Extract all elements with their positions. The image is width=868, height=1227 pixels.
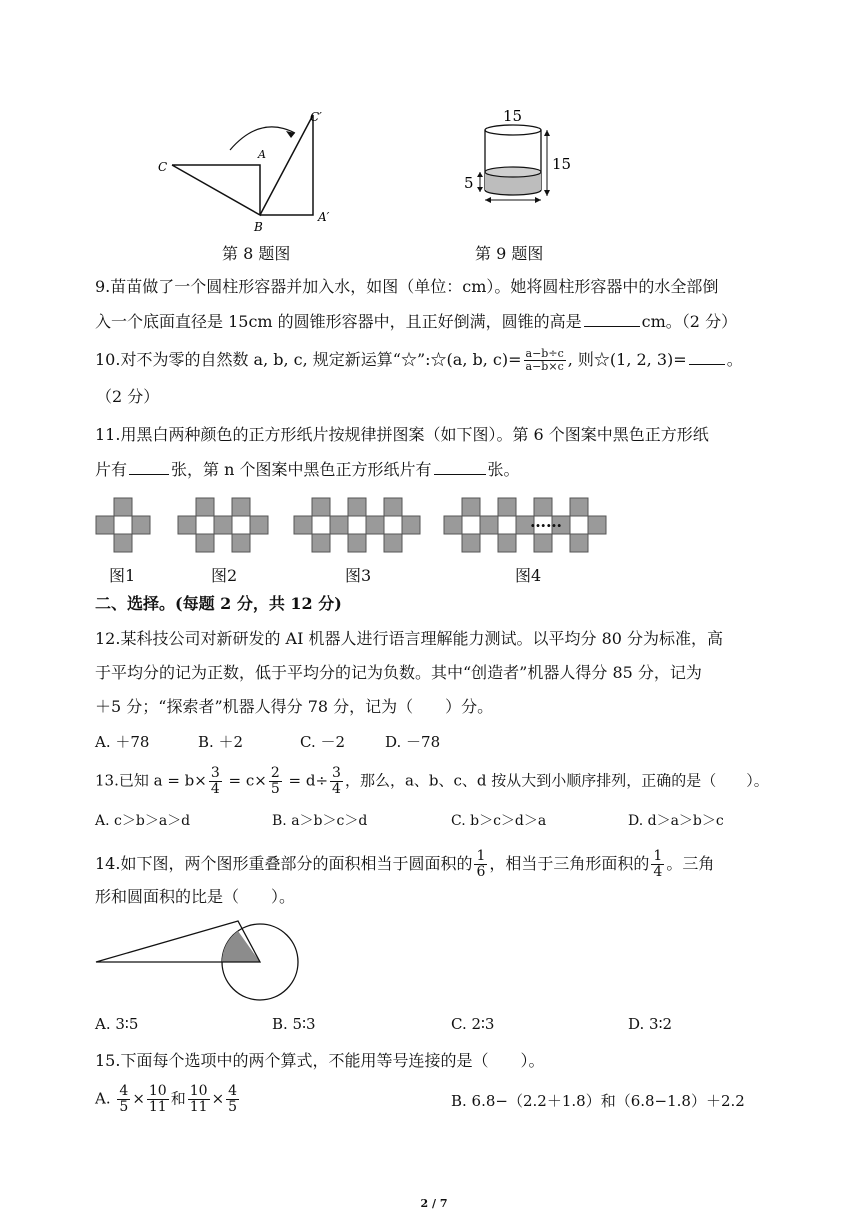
q11-fig-label-3: 图3 — [345, 566, 372, 585]
q14-text-a: 14.如下图，两个图形重叠部分的面积相当于圆面积的 — [95, 854, 473, 873]
q10-answer-blank[interactable] — [689, 348, 725, 365]
label-water-height: 5 — [464, 174, 474, 192]
q15-option-a[interactable]: A. $\frac{4}{5}$ × $\frac{10}{11}$ 和 $\frac{10}{11}$ × $\frac{4}{5}$ — [95, 1083, 238, 1115]
q15-a-frac-3: $\frac{10}{11}$ — [189, 1083, 208, 1115]
q14-text-c: 。三角 — [666, 854, 715, 873]
q13-frac-1: $\frac{3}{4}$ — [210, 765, 220, 797]
q15-line1: 15.下面每个选项中的两个算式，不能用等号连接的是（ ）。 — [95, 1051, 545, 1070]
q14-option-a[interactable]: A. 3∶5 — [95, 1015, 139, 1033]
q12-line3: ＋5 分；“探索者”机器人得分 78 分，记为（ ）分。 — [95, 697, 494, 716]
q11-fig-label-2: 图2 — [211, 566, 238, 585]
q14-text-b: ，相当于三角形面积的 — [489, 854, 650, 873]
q14-line1 — [95, 849, 714, 880]
q11-patterns — [90, 496, 660, 554]
q13-option-c[interactable]: C. b＞c＞d＞a — [451, 813, 547, 829]
q12-option-c[interactable]: C. －2 — [300, 733, 346, 751]
figure-9-caption: 第 9 题图 — [475, 244, 544, 263]
q9-tail: cm。（2 分） — [641, 312, 738, 331]
label-b: B — [254, 220, 263, 234]
q12-line1: 12.某科技公司对新研发的 AI 机器人进行语言理解能力测试。以平均分 80 分为标准，高 — [95, 629, 724, 648]
q13-text-d: ，那么，a、b、c、d 按从大到小顺序排列，正确的是（ ）。 — [344, 771, 769, 790]
label-a: A — [258, 148, 266, 161]
figure-9-cylinder — [460, 108, 590, 208]
q14-option-b[interactable]: B. 5∶3 — [272, 1015, 316, 1033]
q10-den: a−b×c — [525, 360, 564, 373]
q11-fig-label-1: 图1 — [109, 566, 136, 585]
q14-option-c[interactable]: C. 2∶3 — [451, 1015, 495, 1033]
q13-option-d[interactable]: D. d＞a＞b＞c — [628, 813, 724, 829]
q11-text-c: 张。 — [487, 460, 520, 479]
q15-a-frac-1: $\frac{4}{5}$ — [119, 1083, 129, 1115]
q14-line2: 形和圆面积的比是（ ）。 — [95, 887, 296, 906]
q11-blank-1[interactable] — [129, 458, 169, 475]
q10-tail: 。 — [726, 350, 743, 369]
q13-frac-2: $\frac{2}{5}$ — [270, 765, 280, 797]
q15-a-frac-4: $\frac{4}{5}$ — [228, 1083, 238, 1115]
q11-blank-2[interactable] — [434, 458, 486, 475]
q15-a-label: A. — [95, 1089, 111, 1108]
figure-8-caption: 第 8 题图 — [222, 244, 291, 263]
label-diameter: 15 — [503, 108, 523, 125]
section-2-heading: 二、选择。(每题 2 分，共 12 分) — [95, 594, 342, 613]
q13-option-b[interactable]: B. a＞b＞c＞d — [272, 813, 368, 829]
q10-line1 — [95, 348, 743, 373]
q12-option-d[interactable]: D. －78 — [385, 733, 441, 751]
q9-text: 入一个底面直径是 15cm 的圆锥形容器中，且正好倒满，圆锥的高是 — [95, 312, 582, 331]
figure-8-diagram — [150, 105, 350, 235]
q13-frac-3: $\frac{3}{4}$ — [332, 765, 341, 797]
q9-line2 — [95, 310, 737, 333]
rotation-arrow-icon — [230, 127, 295, 150]
q11-fig-label-4: 图4 — [515, 566, 542, 585]
page-number: 2 / 7 — [420, 1197, 448, 1210]
q15-option-b[interactable]: B. 6.8−（2.2＋1.8）和（6.8−1.8）＋2.2 — [451, 1092, 745, 1110]
q10-text: 10.对不为零的自然数 a, b, c, 规定新运算“☆”:☆(a, b, c)= — [95, 350, 522, 369]
q15-a-frac-2: $\frac{10}{11}$ — [148, 1083, 167, 1115]
q13-text-c: = d÷ — [283, 771, 329, 790]
q11-line1: 11.用黑白两种颜色的正方形纸片按规律拼图案（如下图）。第 6 个图案中黑色正方形纸 — [95, 425, 709, 444]
q13-text-a: 13.已知 a = b× — [95, 771, 207, 790]
q10-text2: , 则☆(1, 2, 3)= — [567, 350, 687, 369]
q13-line1 — [95, 766, 769, 797]
q13-option-a[interactable]: A. c＞b＞a＞d — [95, 813, 191, 829]
label-c: C — [158, 160, 168, 174]
q11-text-b: 张，第 n 个图案中黑色正方形纸片有 — [171, 460, 432, 479]
label-height: 15 — [552, 155, 572, 173]
label-a-prime: A′ — [318, 210, 330, 224]
q12-option-b[interactable]: B. ＋2 — [198, 733, 244, 751]
overlap-region — [222, 931, 260, 962]
label-c-prime: C′ — [310, 110, 322, 124]
q9-answer-blank[interactable] — [584, 310, 640, 327]
q10-num: a−b÷c — [525, 347, 564, 360]
q13-text-b: = c× — [223, 771, 267, 790]
q12-line2: 于平均分的记为正数，低于平均分的记为负数。其中“创造者”机器人得分 85 分，记为 — [95, 663, 702, 682]
q14-option-d[interactable]: D. 3∶2 — [628, 1015, 673, 1033]
q15-a-and: 和 — [170, 1089, 186, 1108]
q10-score: （2 分） — [96, 387, 160, 406]
q11-line2 — [95, 458, 520, 481]
q14-overlap-diagram — [92, 915, 307, 1007]
triangle-abc — [172, 165, 260, 215]
q14-frac-2: $\frac{1}{4}$ — [653, 848, 663, 880]
q12-option-a[interactable]: A. ＋78 — [95, 733, 150, 751]
q9-line1: 9.苗苗做了一个圆柱形容器并加入水，如图（单位：cm）。她将圆柱形容器中的水全部倒 — [95, 277, 719, 296]
q14-frac-1: $\frac{1}{6}$ — [476, 848, 486, 880]
q11-text-a: 片有 — [95, 460, 128, 479]
q11-ellipsis: …… — [530, 512, 562, 531]
q10-fraction — [524, 348, 566, 373]
